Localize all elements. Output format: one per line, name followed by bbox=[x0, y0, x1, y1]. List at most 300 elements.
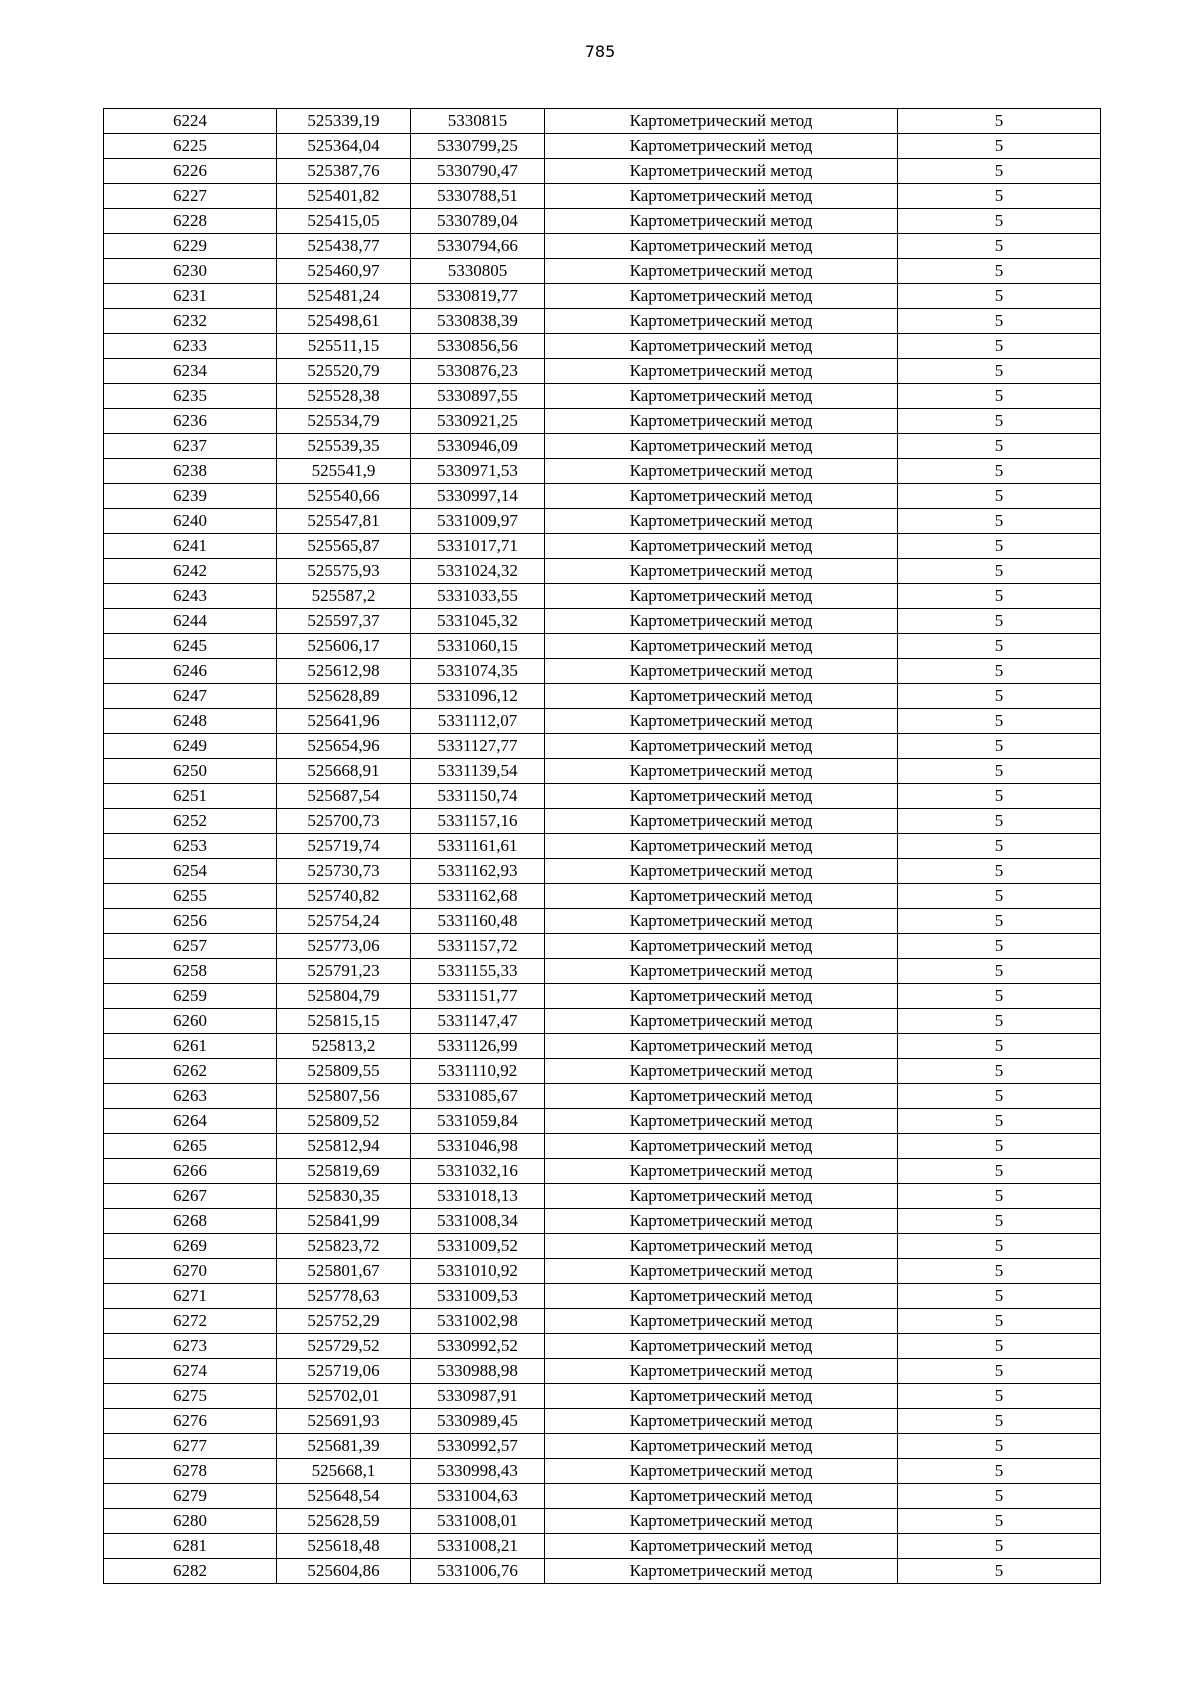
y-coordinate-cell: 5331151,77 bbox=[411, 984, 545, 1009]
accuracy-cell: 5 bbox=[898, 809, 1101, 834]
method-cell: Картометрический метод bbox=[545, 1459, 898, 1484]
table-row bbox=[104, 1484, 1101, 1509]
accuracy-cell: 5 bbox=[898, 159, 1101, 184]
y-coordinate-cell: 5331009,52 bbox=[411, 1234, 545, 1259]
x-coordinate-cell: 525534,79 bbox=[277, 409, 411, 434]
method-cell: Картометрический метод bbox=[545, 1059, 898, 1084]
table-row bbox=[104, 534, 1101, 559]
x-coordinate-cell: 525641,96 bbox=[277, 709, 411, 734]
table-row bbox=[104, 784, 1101, 809]
y-coordinate-cell: 5331046,98 bbox=[411, 1134, 545, 1159]
accuracy-cell: 5 bbox=[898, 584, 1101, 609]
x-coordinate-cell: 525587,2 bbox=[277, 584, 411, 609]
table-row bbox=[104, 1009, 1101, 1034]
method-cell: Картометрический метод bbox=[545, 109, 898, 134]
method-cell: Картометрический метод bbox=[545, 784, 898, 809]
x-coordinate-cell: 525528,38 bbox=[277, 384, 411, 409]
table-row bbox=[104, 1359, 1101, 1384]
y-coordinate-cell: 5330997,14 bbox=[411, 484, 545, 509]
accuracy-cell: 5 bbox=[898, 1534, 1101, 1559]
table-row bbox=[104, 1409, 1101, 1434]
method-cell: Картометрический метод bbox=[545, 984, 898, 1009]
point-number-cell: 6281 bbox=[104, 1534, 277, 1559]
accuracy-cell: 5 bbox=[898, 559, 1101, 584]
point-number-cell: 6224 bbox=[104, 109, 277, 134]
point-number-cell: 6266 bbox=[104, 1159, 277, 1184]
accuracy-cell: 5 bbox=[898, 734, 1101, 759]
y-coordinate-cell: 5331096,12 bbox=[411, 684, 545, 709]
table-row bbox=[104, 609, 1101, 634]
table-row bbox=[104, 709, 1101, 734]
y-coordinate-cell: 5331002,98 bbox=[411, 1309, 545, 1334]
y-coordinate-cell: 5330819,77 bbox=[411, 284, 545, 309]
accuracy-cell: 5 bbox=[898, 784, 1101, 809]
y-coordinate-cell: 5330856,56 bbox=[411, 334, 545, 359]
table-row bbox=[104, 109, 1101, 134]
method-cell: Картометрический метод bbox=[545, 659, 898, 684]
x-coordinate-cell: 525415,05 bbox=[277, 209, 411, 234]
point-number-cell: 6276 bbox=[104, 1409, 277, 1434]
y-coordinate-cell: 5331045,32 bbox=[411, 609, 545, 634]
y-coordinate-cell: 5331010,92 bbox=[411, 1259, 545, 1284]
y-coordinate-cell: 5331017,71 bbox=[411, 534, 545, 559]
method-cell: Картометрический метод bbox=[545, 284, 898, 309]
y-coordinate-cell: 5331127,77 bbox=[411, 734, 545, 759]
table-row bbox=[104, 334, 1101, 359]
y-coordinate-cell: 5330876,23 bbox=[411, 359, 545, 384]
point-number-cell: 6235 bbox=[104, 384, 277, 409]
point-number-cell: 6244 bbox=[104, 609, 277, 634]
method-cell: Картометрический метод bbox=[545, 1209, 898, 1234]
table-row bbox=[104, 659, 1101, 684]
y-coordinate-cell: 5331162,93 bbox=[411, 859, 545, 884]
method-cell: Картометрический метод bbox=[545, 1034, 898, 1059]
point-number-cell: 6263 bbox=[104, 1084, 277, 1109]
accuracy-cell: 5 bbox=[898, 1359, 1101, 1384]
y-coordinate-cell: 5330794,66 bbox=[411, 234, 545, 259]
table-row bbox=[104, 1234, 1101, 1259]
table-row bbox=[104, 209, 1101, 234]
x-coordinate-cell: 525702,01 bbox=[277, 1384, 411, 1409]
accuracy-cell: 5 bbox=[898, 1084, 1101, 1109]
table-row bbox=[104, 284, 1101, 309]
x-coordinate-cell: 525813,2 bbox=[277, 1034, 411, 1059]
table-row bbox=[104, 634, 1101, 659]
x-coordinate-cell: 525520,79 bbox=[277, 359, 411, 384]
table-row bbox=[104, 909, 1101, 934]
x-coordinate-cell: 525498,61 bbox=[277, 309, 411, 334]
method-cell: Картометрический метод bbox=[545, 1159, 898, 1184]
point-number-cell: 6257 bbox=[104, 934, 277, 959]
x-coordinate-cell: 525700,73 bbox=[277, 809, 411, 834]
x-coordinate-cell: 525648,54 bbox=[277, 1484, 411, 1509]
method-cell: Картометрический метод bbox=[545, 459, 898, 484]
accuracy-cell: 5 bbox=[898, 259, 1101, 284]
method-cell: Картометрический метод bbox=[545, 409, 898, 434]
point-number-cell: 6279 bbox=[104, 1484, 277, 1509]
y-coordinate-cell: 5330971,53 bbox=[411, 459, 545, 484]
y-coordinate-cell: 5331085,67 bbox=[411, 1084, 545, 1109]
table-row bbox=[104, 934, 1101, 959]
x-coordinate-cell: 525752,29 bbox=[277, 1309, 411, 1334]
accuracy-cell: 5 bbox=[898, 959, 1101, 984]
y-coordinate-cell: 5331018,13 bbox=[411, 1184, 545, 1209]
x-coordinate-cell: 525791,23 bbox=[277, 959, 411, 984]
y-coordinate-cell: 5330838,39 bbox=[411, 309, 545, 334]
table-row bbox=[104, 184, 1101, 209]
point-number-cell: 6241 bbox=[104, 534, 277, 559]
point-number-cell: 6230 bbox=[104, 259, 277, 284]
x-coordinate-cell: 525565,87 bbox=[277, 534, 411, 559]
y-coordinate-cell: 5331009,53 bbox=[411, 1284, 545, 1309]
accuracy-cell: 5 bbox=[898, 884, 1101, 909]
point-number-cell: 6264 bbox=[104, 1109, 277, 1134]
method-cell: Картометрический метод bbox=[545, 259, 898, 284]
accuracy-cell: 5 bbox=[898, 1334, 1101, 1359]
x-coordinate-cell: 525815,15 bbox=[277, 1009, 411, 1034]
point-number-cell: 6253 bbox=[104, 834, 277, 859]
accuracy-cell: 5 bbox=[898, 1184, 1101, 1209]
x-coordinate-cell: 525729,52 bbox=[277, 1334, 411, 1359]
accuracy-cell: 5 bbox=[898, 684, 1101, 709]
x-coordinate-cell: 525801,67 bbox=[277, 1259, 411, 1284]
table-row bbox=[104, 959, 1101, 984]
table-row bbox=[104, 409, 1101, 434]
x-coordinate-cell: 525830,35 bbox=[277, 1184, 411, 1209]
y-coordinate-cell: 5330992,52 bbox=[411, 1334, 545, 1359]
x-coordinate-cell: 525401,82 bbox=[277, 184, 411, 209]
y-coordinate-cell: 5331155,33 bbox=[411, 959, 545, 984]
table-row bbox=[104, 1109, 1101, 1134]
x-coordinate-cell: 525812,94 bbox=[277, 1134, 411, 1159]
point-number-cell: 6260 bbox=[104, 1009, 277, 1034]
method-cell: Картометрический метод bbox=[545, 1309, 898, 1334]
accuracy-cell: 5 bbox=[898, 1009, 1101, 1034]
point-number-cell: 6259 bbox=[104, 984, 277, 1009]
point-number-cell: 6243 bbox=[104, 584, 277, 609]
y-coordinate-cell: 5330946,09 bbox=[411, 434, 545, 459]
table-row bbox=[104, 484, 1101, 509]
method-cell: Картометрический метод bbox=[545, 959, 898, 984]
point-number-cell: 6267 bbox=[104, 1184, 277, 1209]
x-coordinate-cell: 525719,06 bbox=[277, 1359, 411, 1384]
method-cell: Картометрический метод bbox=[545, 309, 898, 334]
point-number-cell: 6225 bbox=[104, 134, 277, 159]
x-coordinate-cell: 525628,59 bbox=[277, 1509, 411, 1534]
point-number-cell: 6265 bbox=[104, 1134, 277, 1159]
table-row bbox=[104, 859, 1101, 884]
y-coordinate-cell: 5331074,35 bbox=[411, 659, 545, 684]
method-cell: Картометрический метод bbox=[545, 934, 898, 959]
point-number-cell: 6252 bbox=[104, 809, 277, 834]
y-coordinate-cell: 5330988,98 bbox=[411, 1359, 545, 1384]
x-coordinate-cell: 525460,97 bbox=[277, 259, 411, 284]
accuracy-cell: 5 bbox=[898, 509, 1101, 534]
method-cell: Картометрический метод bbox=[545, 1359, 898, 1384]
table-row bbox=[104, 1284, 1101, 1309]
x-coordinate-cell: 525511,15 bbox=[277, 334, 411, 359]
point-number-cell: 6255 bbox=[104, 884, 277, 909]
y-coordinate-cell: 5331139,54 bbox=[411, 759, 545, 784]
x-coordinate-cell: 525547,81 bbox=[277, 509, 411, 534]
y-coordinate-cell: 5331147,47 bbox=[411, 1009, 545, 1034]
table-row bbox=[104, 759, 1101, 784]
x-coordinate-cell: 525687,54 bbox=[277, 784, 411, 809]
method-cell: Картометрический метод bbox=[545, 1234, 898, 1259]
accuracy-cell: 5 bbox=[898, 1259, 1101, 1284]
point-number-cell: 6270 bbox=[104, 1259, 277, 1284]
x-coordinate-cell: 525438,77 bbox=[277, 234, 411, 259]
table-row bbox=[104, 809, 1101, 834]
method-cell: Картометрический метод bbox=[545, 634, 898, 659]
x-coordinate-cell: 525809,52 bbox=[277, 1109, 411, 1134]
accuracy-cell: 5 bbox=[898, 1134, 1101, 1159]
x-coordinate-cell: 525612,98 bbox=[277, 659, 411, 684]
point-number-cell: 6228 bbox=[104, 209, 277, 234]
accuracy-cell: 5 bbox=[898, 1109, 1101, 1134]
method-cell: Картометрический метод bbox=[545, 359, 898, 384]
method-cell: Картометрический метод bbox=[545, 1134, 898, 1159]
x-coordinate-cell: 525668,1 bbox=[277, 1459, 411, 1484]
method-cell: Картометрический метод bbox=[545, 1434, 898, 1459]
point-number-cell: 6227 bbox=[104, 184, 277, 209]
accuracy-cell: 5 bbox=[898, 384, 1101, 409]
method-cell: Картометрический метод bbox=[545, 534, 898, 559]
table-row bbox=[104, 259, 1101, 284]
method-cell: Картометрический метод bbox=[545, 834, 898, 859]
accuracy-cell: 5 bbox=[898, 859, 1101, 884]
table-row bbox=[104, 1184, 1101, 1209]
table-row bbox=[104, 884, 1101, 909]
method-cell: Картометрический метод bbox=[545, 1559, 898, 1584]
method-cell: Картометрический метод bbox=[545, 859, 898, 884]
accuracy-cell: 5 bbox=[898, 109, 1101, 134]
y-coordinate-cell: 5330789,04 bbox=[411, 209, 545, 234]
y-coordinate-cell: 5331024,32 bbox=[411, 559, 545, 584]
method-cell: Картометрический метод bbox=[545, 1409, 898, 1434]
method-cell: Картометрический метод bbox=[545, 1509, 898, 1534]
table-row bbox=[104, 834, 1101, 859]
table-row bbox=[104, 734, 1101, 759]
x-coordinate-cell: 525481,24 bbox=[277, 284, 411, 309]
y-coordinate-cell: 5330989,45 bbox=[411, 1409, 545, 1434]
table-row bbox=[104, 1159, 1101, 1184]
x-coordinate-cell: 525339,19 bbox=[277, 109, 411, 134]
x-coordinate-cell: 525778,63 bbox=[277, 1284, 411, 1309]
table-row bbox=[104, 234, 1101, 259]
point-number-cell: 6273 bbox=[104, 1334, 277, 1359]
x-coordinate-cell: 525618,48 bbox=[277, 1534, 411, 1559]
method-cell: Картометрический метод bbox=[545, 1259, 898, 1284]
x-coordinate-cell: 525773,06 bbox=[277, 934, 411, 959]
method-cell: Картометрический метод bbox=[545, 1184, 898, 1209]
accuracy-cell: 5 bbox=[898, 1234, 1101, 1259]
point-number-cell: 6251 bbox=[104, 784, 277, 809]
x-coordinate-cell: 525539,35 bbox=[277, 434, 411, 459]
accuracy-cell: 5 bbox=[898, 709, 1101, 734]
accuracy-cell: 5 bbox=[898, 234, 1101, 259]
point-number-cell: 6262 bbox=[104, 1059, 277, 1084]
x-coordinate-cell: 525719,74 bbox=[277, 834, 411, 859]
accuracy-cell: 5 bbox=[898, 1284, 1101, 1309]
y-coordinate-cell: 5331160,48 bbox=[411, 909, 545, 934]
y-coordinate-cell: 5331059,84 bbox=[411, 1109, 545, 1134]
point-number-cell: 6238 bbox=[104, 459, 277, 484]
method-cell: Картометрический метод bbox=[545, 134, 898, 159]
page-number: 785 bbox=[584, 42, 616, 61]
method-cell: Картометрический метод bbox=[545, 334, 898, 359]
point-number-cell: 6272 bbox=[104, 1309, 277, 1334]
y-coordinate-cell: 5331008,34 bbox=[411, 1209, 545, 1234]
table-row bbox=[104, 1034, 1101, 1059]
x-coordinate-cell: 525541,9 bbox=[277, 459, 411, 484]
method-cell: Картометрический метод bbox=[545, 1009, 898, 1034]
method-cell: Картометрический метод bbox=[545, 809, 898, 834]
x-coordinate-cell: 525819,69 bbox=[277, 1159, 411, 1184]
y-coordinate-cell: 5330921,25 bbox=[411, 409, 545, 434]
table-row bbox=[104, 459, 1101, 484]
point-number-cell: 6258 bbox=[104, 959, 277, 984]
accuracy-cell: 5 bbox=[898, 934, 1101, 959]
point-number-cell: 6277 bbox=[104, 1434, 277, 1459]
x-coordinate-cell: 525809,55 bbox=[277, 1059, 411, 1084]
accuracy-cell: 5 bbox=[898, 209, 1101, 234]
point-number-cell: 6245 bbox=[104, 634, 277, 659]
y-coordinate-cell: 5331032,16 bbox=[411, 1159, 545, 1184]
table-row bbox=[104, 1384, 1101, 1409]
method-cell: Картометрический метод bbox=[545, 1484, 898, 1509]
y-coordinate-cell: 5331112,07 bbox=[411, 709, 545, 734]
accuracy-cell: 5 bbox=[898, 1509, 1101, 1534]
method-cell: Картометрический метод bbox=[545, 484, 898, 509]
table-row bbox=[104, 134, 1101, 159]
accuracy-cell: 5 bbox=[898, 909, 1101, 934]
accuracy-cell: 5 bbox=[898, 834, 1101, 859]
x-coordinate-cell: 525823,72 bbox=[277, 1234, 411, 1259]
accuracy-cell: 5 bbox=[898, 1034, 1101, 1059]
table-row bbox=[104, 509, 1101, 534]
point-number-cell: 6274 bbox=[104, 1359, 277, 1384]
table-row bbox=[104, 1459, 1101, 1484]
accuracy-cell: 5 bbox=[898, 1384, 1101, 1409]
accuracy-cell: 5 bbox=[898, 334, 1101, 359]
y-coordinate-cell: 5331008,21 bbox=[411, 1534, 545, 1559]
table-row bbox=[104, 384, 1101, 409]
table-row bbox=[104, 1259, 1101, 1284]
point-number-cell: 6280 bbox=[104, 1509, 277, 1534]
point-number-cell: 6233 bbox=[104, 334, 277, 359]
accuracy-cell: 5 bbox=[898, 309, 1101, 334]
accuracy-cell: 5 bbox=[898, 534, 1101, 559]
accuracy-cell: 5 bbox=[898, 1484, 1101, 1509]
y-coordinate-cell: 5330788,51 bbox=[411, 184, 545, 209]
y-coordinate-cell: 5331126,99 bbox=[411, 1034, 545, 1059]
method-cell: Картометрический метод bbox=[545, 709, 898, 734]
point-number-cell: 6231 bbox=[104, 284, 277, 309]
point-number-cell: 6269 bbox=[104, 1234, 277, 1259]
y-coordinate-cell: 5331008,01 bbox=[411, 1509, 545, 1534]
x-coordinate-cell: 525730,73 bbox=[277, 859, 411, 884]
y-coordinate-cell: 5330987,91 bbox=[411, 1384, 545, 1409]
x-coordinate-cell: 525364,04 bbox=[277, 134, 411, 159]
method-cell: Картометрический метод bbox=[545, 1384, 898, 1409]
point-number-cell: 6275 bbox=[104, 1384, 277, 1409]
table-row bbox=[104, 1209, 1101, 1234]
point-number-cell: 6239 bbox=[104, 484, 277, 509]
table-row bbox=[104, 684, 1101, 709]
method-cell: Картометрический метод bbox=[545, 909, 898, 934]
point-number-cell: 6261 bbox=[104, 1034, 277, 1059]
x-coordinate-cell: 525540,66 bbox=[277, 484, 411, 509]
x-coordinate-cell: 525691,93 bbox=[277, 1409, 411, 1434]
point-number-cell: 6271 bbox=[104, 1284, 277, 1309]
table-row bbox=[104, 984, 1101, 1009]
x-coordinate-cell: 525575,93 bbox=[277, 559, 411, 584]
x-coordinate-cell: 525681,39 bbox=[277, 1434, 411, 1459]
y-coordinate-cell: 5330998,43 bbox=[411, 1459, 545, 1484]
point-number-cell: 6232 bbox=[104, 309, 277, 334]
x-coordinate-cell: 525654,96 bbox=[277, 734, 411, 759]
accuracy-cell: 5 bbox=[898, 1309, 1101, 1334]
point-number-cell: 6249 bbox=[104, 734, 277, 759]
method-cell: Картометрический метод bbox=[545, 884, 898, 909]
table-row bbox=[104, 1084, 1101, 1109]
method-cell: Картометрический метод bbox=[545, 1534, 898, 1559]
table-row bbox=[104, 434, 1101, 459]
y-coordinate-cell: 5330992,57 bbox=[411, 1434, 545, 1459]
point-number-cell: 6282 bbox=[104, 1559, 277, 1584]
accuracy-cell: 5 bbox=[898, 1559, 1101, 1584]
x-coordinate-cell: 525604,86 bbox=[277, 1559, 411, 1584]
accuracy-cell: 5 bbox=[898, 984, 1101, 1009]
accuracy-cell: 5 bbox=[898, 434, 1101, 459]
table-row bbox=[104, 1334, 1101, 1359]
table-row bbox=[104, 1059, 1101, 1084]
coordinates-table bbox=[103, 108, 1101, 1584]
point-number-cell: 6250 bbox=[104, 759, 277, 784]
method-cell: Картометрический метод bbox=[545, 209, 898, 234]
table-row bbox=[104, 1434, 1101, 1459]
y-coordinate-cell: 5331060,15 bbox=[411, 634, 545, 659]
y-coordinate-cell: 5331161,61 bbox=[411, 834, 545, 859]
y-coordinate-cell: 5330897,55 bbox=[411, 384, 545, 409]
accuracy-cell: 5 bbox=[898, 284, 1101, 309]
accuracy-cell: 5 bbox=[898, 184, 1101, 209]
method-cell: Картометрический метод bbox=[545, 684, 898, 709]
x-coordinate-cell: 525628,89 bbox=[277, 684, 411, 709]
accuracy-cell: 5 bbox=[898, 634, 1101, 659]
point-number-cell: 6229 bbox=[104, 234, 277, 259]
accuracy-cell: 5 bbox=[898, 359, 1101, 384]
method-cell: Картометрический метод bbox=[545, 1284, 898, 1309]
accuracy-cell: 5 bbox=[898, 1159, 1101, 1184]
point-number-cell: 6236 bbox=[104, 409, 277, 434]
accuracy-cell: 5 bbox=[898, 1434, 1101, 1459]
accuracy-cell: 5 bbox=[898, 459, 1101, 484]
y-coordinate-cell: 5331033,55 bbox=[411, 584, 545, 609]
table-row bbox=[104, 359, 1101, 384]
method-cell: Картометрический метод bbox=[545, 384, 898, 409]
y-coordinate-cell: 5331004,63 bbox=[411, 1484, 545, 1509]
point-number-cell: 6248 bbox=[104, 709, 277, 734]
method-cell: Картометрический метод bbox=[545, 184, 898, 209]
accuracy-cell: 5 bbox=[898, 1209, 1101, 1234]
point-number-cell: 6278 bbox=[104, 1459, 277, 1484]
y-coordinate-cell: 5331110,92 bbox=[411, 1059, 545, 1084]
y-coordinate-cell: 5330790,47 bbox=[411, 159, 545, 184]
method-cell: Картометрический метод bbox=[545, 434, 898, 459]
method-cell: Картометрический метод bbox=[545, 1334, 898, 1359]
